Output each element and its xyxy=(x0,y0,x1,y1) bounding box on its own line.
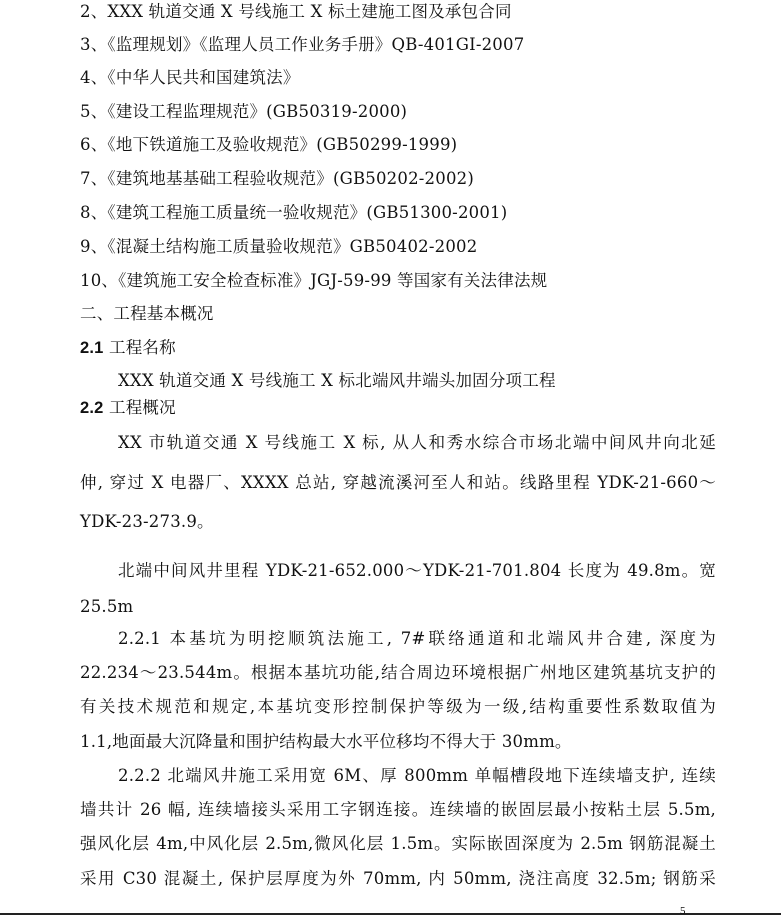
page-number: 5 xyxy=(680,905,686,917)
paragraph-line: 伸, 穿过 X 电器厂、XXXX 总站, 穿越流溪河至人和站。线路里程 YDK-21-660～ xyxy=(80,473,716,492)
reference-item: 6、《地下铁道施工及验收规范》(GB50299-1999) xyxy=(80,135,458,154)
paragraph-line: 22.234～23.544m。根据本基坑功能,结合周边环境根据广州地区建筑基坑支护的 xyxy=(80,663,716,682)
reference-item: 4、《中华人民共和国建筑法》 xyxy=(80,68,300,87)
reference-item: 7、《建筑地基基础工程验收规范》(GB50202-2002) xyxy=(80,169,474,188)
paragraph-line: 墙共计 26 幅, 连续墙接头采用工字钢连接。连续墙的嵌固层最小按粘土层 5.5m, xyxy=(80,800,716,819)
reference-item: 2、XXX 轨道交通 X 号线施工 X 标土建施工图及承包合同 xyxy=(80,2,512,21)
subsection-number: 2.1 xyxy=(80,339,104,357)
paragraph-line: 有关技术规范和规定,本基坑变形控制保护等级为一级,结构重要性系数取值为 xyxy=(80,697,716,716)
project-name: XXX 轨道交通 X 号线施工 X 标北端风井端头加固分项工程 xyxy=(118,371,556,390)
reference-item: 8、《建筑工程施工质量统一验收规范》(GB51300-2001) xyxy=(80,203,508,222)
reference-item: 5、《建设工程监理规范》(GB50319-2000) xyxy=(80,102,408,121)
subsection-heading-2-1 xyxy=(80,337,720,359)
reference-item: 3、《监理规划》《监理人员工作业务手册》QB-401GI-2007 xyxy=(80,35,525,54)
page-bottom-rule xyxy=(0,913,781,915)
paragraph-line: 25.5m xyxy=(80,597,134,616)
subsection-number: 2.2 xyxy=(80,399,104,417)
subsection-title: 工程名称 xyxy=(109,338,176,357)
reference-item: 9、《混凝土结构施工质量验收规范》GB50402-2002 xyxy=(80,237,478,256)
section-heading: 二、工程基本概况 xyxy=(80,304,214,323)
paragraph-line: 2.2.2 北端风井施工采用宽 6M、厚 800mm 单幅槽段地下连续墙支护, 连续 xyxy=(118,766,716,785)
paragraph-line: XX 市轨道交通 X 号线施工 X 标, 从人和秀水综合市场北端中间风井向北延 xyxy=(118,433,716,452)
paragraph-line: YDK-23-273.9。 xyxy=(80,512,214,531)
reference-item: 10、《建筑施工安全检查标准》JGJ-59-99 等国家有关法律法规 xyxy=(80,271,548,290)
paragraph-line: 采用 C30 混凝土, 保护层厚度为外 70mm, 内 50mm, 浇注高度 32.5m; 钢筋采 xyxy=(80,869,716,888)
paragraph-line: 1.1,地面最大沉降量和围护结构最大水平位移均不得大于 30mm。 xyxy=(80,732,572,751)
paragraph-line: 强风化层 4m,中风化层 2.5m,微风化层 1.5m。实际嵌固深度为 2.5m 钢筋混凝土 xyxy=(80,834,716,853)
subsection-heading-2-2 xyxy=(80,397,720,419)
paragraph-line: 北端中间风井里程 YDK-21-652.000～YDK-21-701.804 长度为 49.8m。宽 xyxy=(118,561,716,580)
paragraph-line: 2.2.1 本基坑为明挖顺筑法施工, 7#联络通道和北端风井合建, 深度为 xyxy=(118,629,716,648)
subsection-title: 工程概况 xyxy=(109,398,176,417)
